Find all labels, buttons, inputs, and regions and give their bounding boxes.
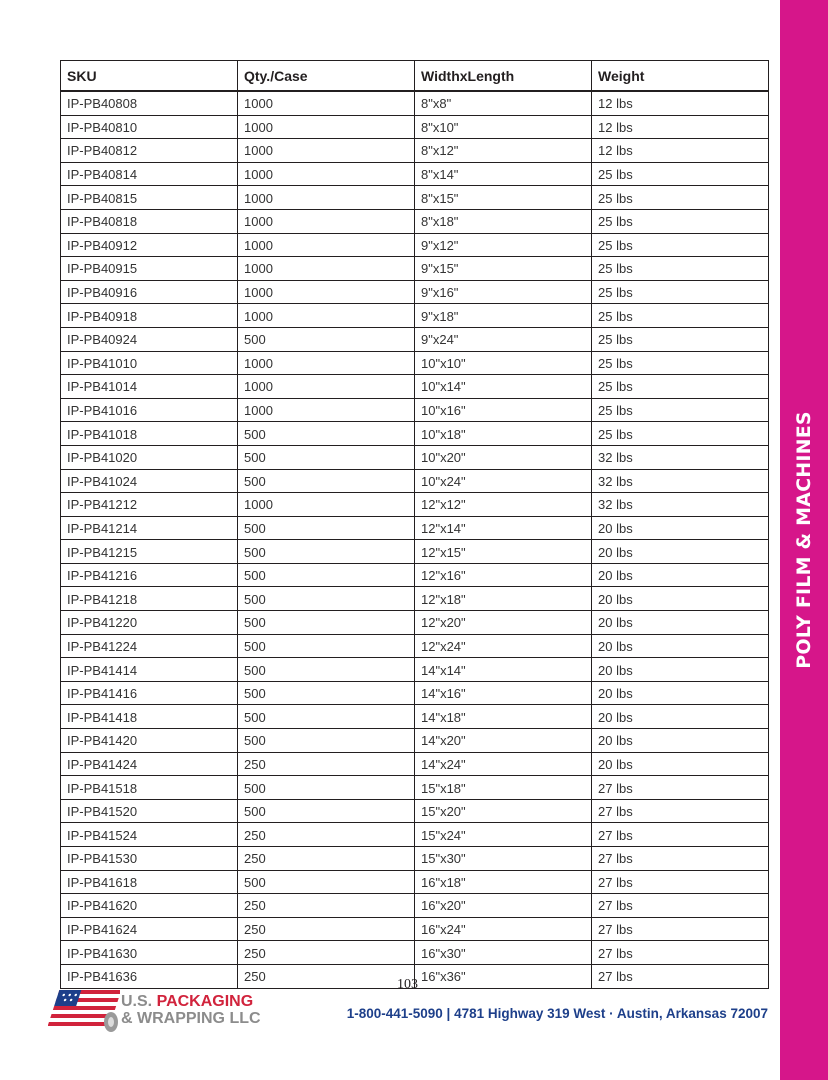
table-row — [61, 681, 769, 705]
weight-cell: 27 lbs — [592, 894, 769, 918]
sku-cell: IP-PB40815 — [61, 186, 238, 210]
table-row — [61, 304, 769, 328]
column-header-qty: Qty./Case — [238, 61, 415, 92]
size-cell: 12"x16" — [415, 563, 592, 587]
sku-cell: IP-PB41636 — [61, 964, 238, 988]
weight-cell: 20 lbs — [592, 681, 769, 705]
sku-cell: IP-PB41024 — [61, 469, 238, 493]
table-row — [61, 91, 769, 115]
qty-cell: 500 — [238, 729, 415, 753]
qty-cell: 1000 — [238, 375, 415, 399]
size-cell: 16"x24" — [415, 917, 592, 941]
weight-cell: 25 lbs — [592, 398, 769, 422]
sku-cell: IP-PB40916 — [61, 280, 238, 304]
sku-cell: IP-PB41518 — [61, 776, 238, 800]
weight-cell: 20 lbs — [592, 752, 769, 776]
qty-cell: 1000 — [238, 162, 415, 186]
logo-text-line2: & WRAPPING LLC — [121, 1010, 261, 1027]
size-cell: 16"x20" — [415, 894, 592, 918]
company-logo — [48, 988, 278, 1034]
qty-cell: 250 — [238, 941, 415, 965]
size-cell: 12"x14" — [415, 516, 592, 540]
qty-cell: 1000 — [238, 280, 415, 304]
qty-cell: 500 — [238, 799, 415, 823]
size-cell: 16"x18" — [415, 870, 592, 894]
size-cell: 16"x30" — [415, 941, 592, 965]
size-cell: 9"x16" — [415, 280, 592, 304]
weight-cell: 20 lbs — [592, 634, 769, 658]
weight-cell: 25 lbs — [592, 327, 769, 351]
qty-cell: 500 — [238, 445, 415, 469]
table-row — [61, 139, 769, 163]
qty-cell: 500 — [238, 563, 415, 587]
weight-cell: 32 lbs — [592, 445, 769, 469]
size-cell: 9"x24" — [415, 327, 592, 351]
table-row — [61, 799, 769, 823]
sku-cell: IP-PB41530 — [61, 847, 238, 871]
size-cell: 9"x18" — [415, 304, 592, 328]
sku-cell: IP-PB41016 — [61, 398, 238, 422]
qty-cell: 1000 — [238, 91, 415, 115]
qty-cell: 250 — [238, 964, 415, 988]
qty-cell: 1000 — [238, 139, 415, 163]
size-cell: 14"x14" — [415, 658, 592, 682]
sku-cell: IP-PB41418 — [61, 705, 238, 729]
sku-cell: IP-PB41214 — [61, 516, 238, 540]
size-cell: 10"x20" — [415, 445, 592, 469]
table-header — [61, 61, 769, 92]
section-side-label: POLY FILM & MACHINES — [793, 411, 815, 669]
table-row — [61, 162, 769, 186]
sku-cell: IP-PB41010 — [61, 351, 238, 375]
size-cell: 8"x18" — [415, 209, 592, 233]
qty-cell: 500 — [238, 516, 415, 540]
size-cell: 8"x8" — [415, 91, 592, 115]
column-header-size: WidthxLength — [415, 61, 592, 92]
weight-cell: 20 lbs — [592, 658, 769, 682]
sku-cell: IP-PB41215 — [61, 540, 238, 564]
sku-cell: IP-PB40814 — [61, 162, 238, 186]
table-row — [61, 634, 769, 658]
weight-cell: 12 lbs — [592, 115, 769, 139]
table-row — [61, 351, 769, 375]
size-cell: 9"x12" — [415, 233, 592, 257]
size-cell: 12"x12" — [415, 493, 592, 517]
table-row — [61, 941, 769, 965]
weight-cell: 27 lbs — [592, 964, 769, 988]
weight-cell: 32 lbs — [592, 469, 769, 493]
size-cell: 8"x10" — [415, 115, 592, 139]
sku-cell: IP-PB41416 — [61, 681, 238, 705]
weight-cell: 27 lbs — [592, 941, 769, 965]
weight-cell: 27 lbs — [592, 823, 769, 847]
qty-cell: 500 — [238, 634, 415, 658]
qty-cell: 500 — [238, 587, 415, 611]
table-row — [61, 516, 769, 540]
size-cell: 14"x16" — [415, 681, 592, 705]
qty-cell: 500 — [238, 776, 415, 800]
weight-cell: 12 lbs — [592, 91, 769, 115]
weight-cell: 25 lbs — [592, 422, 769, 446]
qty-cell: 1000 — [238, 115, 415, 139]
table-row — [61, 752, 769, 776]
table-row — [61, 611, 769, 635]
size-cell: 12"x18" — [415, 587, 592, 611]
weight-cell: 20 lbs — [592, 563, 769, 587]
table-row — [61, 776, 769, 800]
qty-cell: 1000 — [238, 209, 415, 233]
qty-cell: 1000 — [238, 351, 415, 375]
qty-cell: 250 — [238, 847, 415, 871]
weight-cell: 20 lbs — [592, 705, 769, 729]
table-row — [61, 398, 769, 422]
size-cell: 10"x10" — [415, 351, 592, 375]
size-cell: 14"x24" — [415, 752, 592, 776]
weight-cell: 27 lbs — [592, 917, 769, 941]
logo-text — [121, 993, 261, 1027]
table-row — [61, 658, 769, 682]
contact-info: 1-800-441-5090 | 4781 Highway 319 West · Austin, Arkansas 72007 — [346, 1006, 768, 1021]
logo-text-prefix: U.S. — [121, 993, 153, 1010]
column-header-weight: Weight — [592, 61, 769, 92]
sku-cell: IP-PB41424 — [61, 752, 238, 776]
size-cell: 9"x15" — [415, 257, 592, 281]
qty-cell: 1000 — [238, 257, 415, 281]
size-cell: 15"x18" — [415, 776, 592, 800]
weight-cell: 25 lbs — [592, 280, 769, 304]
sku-cell: IP-PB40810 — [61, 115, 238, 139]
sku-cell: IP-PB40808 — [61, 91, 238, 115]
sku-cell: IP-PB41220 — [61, 611, 238, 635]
size-cell: 15"x20" — [415, 799, 592, 823]
table-row — [61, 257, 769, 281]
table-row — [61, 469, 769, 493]
table-row — [61, 917, 769, 941]
sku-cell: IP-PB41414 — [61, 658, 238, 682]
weight-cell: 25 lbs — [592, 162, 769, 186]
us-flag-film-roll-icon — [48, 988, 120, 1034]
size-cell: 10"x14" — [415, 375, 592, 399]
table-row — [61, 422, 769, 446]
table-row — [61, 729, 769, 753]
sku-cell: IP-PB41212 — [61, 493, 238, 517]
weight-cell: 20 lbs — [592, 540, 769, 564]
weight-cell: 25 lbs — [592, 257, 769, 281]
weight-cell: 25 lbs — [592, 233, 769, 257]
product-table — [60, 60, 769, 989]
weight-cell: 20 lbs — [592, 587, 769, 611]
qty-cell: 1000 — [238, 493, 415, 517]
table-row — [61, 375, 769, 399]
size-cell: 14"x20" — [415, 729, 592, 753]
qty-cell: 250 — [238, 917, 415, 941]
table-row — [61, 823, 769, 847]
column-header-sku: SKU — [61, 61, 238, 92]
weight-cell: 20 lbs — [592, 729, 769, 753]
qty-cell: 1000 — [238, 398, 415, 422]
size-cell: 8"x12" — [415, 139, 592, 163]
weight-cell: 25 lbs — [592, 304, 769, 328]
table-body — [61, 91, 769, 988]
size-cell: 15"x30" — [415, 847, 592, 871]
table-row — [61, 540, 769, 564]
table-row — [61, 705, 769, 729]
weight-cell: 20 lbs — [592, 611, 769, 635]
sku-cell: IP-PB41420 — [61, 729, 238, 753]
weight-cell: 32 lbs — [592, 493, 769, 517]
qty-cell: 500 — [238, 540, 415, 564]
sku-cell: IP-PB41630 — [61, 941, 238, 965]
table-header-row — [61, 61, 769, 92]
logo-text-highlight: PACKAGING — [156, 993, 254, 1010]
table-row — [61, 233, 769, 257]
sku-cell: IP-PB41624 — [61, 917, 238, 941]
weight-cell: 27 lbs — [592, 870, 769, 894]
qty-cell: 500 — [238, 611, 415, 635]
qty-cell: 1000 — [238, 304, 415, 328]
sku-cell: IP-PB41520 — [61, 799, 238, 823]
weight-cell: 25 lbs — [592, 351, 769, 375]
sku-cell: IP-PB41014 — [61, 375, 238, 399]
size-cell: 8"x15" — [415, 186, 592, 210]
qty-cell: 500 — [238, 705, 415, 729]
weight-cell: 25 lbs — [592, 209, 769, 233]
size-cell: 12"x20" — [415, 611, 592, 635]
sku-cell: IP-PB41618 — [61, 870, 238, 894]
weight-cell: 27 lbs — [592, 776, 769, 800]
table-row — [61, 563, 769, 587]
qty-cell: 250 — [238, 823, 415, 847]
size-cell: 8"x14" — [415, 162, 592, 186]
page-number: 103 — [397, 977, 418, 992]
sku-cell: IP-PB40915 — [61, 257, 238, 281]
table-row — [61, 209, 769, 233]
qty-cell: 500 — [238, 870, 415, 894]
sku-cell: IP-PB40918 — [61, 304, 238, 328]
table-row — [61, 493, 769, 517]
size-cell: 16"x36" — [415, 964, 592, 988]
sku-cell: IP-PB41218 — [61, 587, 238, 611]
qty-cell: 500 — [238, 422, 415, 446]
size-cell: 10"x18" — [415, 422, 592, 446]
table-row — [61, 445, 769, 469]
weight-cell: 27 lbs — [592, 799, 769, 823]
table-row — [61, 115, 769, 139]
size-cell: 12"x24" — [415, 634, 592, 658]
sku-cell: IP-PB41216 — [61, 563, 238, 587]
qty-cell: 250 — [238, 894, 415, 918]
weight-cell: 12 lbs — [592, 139, 769, 163]
qty-cell: 500 — [238, 327, 415, 351]
qty-cell: 500 — [238, 469, 415, 493]
sku-cell: IP-PB40912 — [61, 233, 238, 257]
qty-cell: 500 — [238, 681, 415, 705]
weight-cell: 20 lbs — [592, 516, 769, 540]
weight-cell: 25 lbs — [592, 375, 769, 399]
weight-cell: 27 lbs — [592, 847, 769, 871]
table-row — [61, 894, 769, 918]
sku-cell: IP-PB41018 — [61, 422, 238, 446]
size-cell: 10"x16" — [415, 398, 592, 422]
table-row — [61, 280, 769, 304]
size-cell: 15"x24" — [415, 823, 592, 847]
sku-cell: IP-PB41020 — [61, 445, 238, 469]
qty-cell: 1000 — [238, 186, 415, 210]
table-row — [61, 870, 769, 894]
sku-cell: IP-PB40818 — [61, 209, 238, 233]
product-table-container — [60, 60, 768, 989]
qty-cell: 500 — [238, 658, 415, 682]
table-row — [61, 587, 769, 611]
sku-cell: IP-PB41224 — [61, 634, 238, 658]
size-cell: 12"x15" — [415, 540, 592, 564]
size-cell: 14"x18" — [415, 705, 592, 729]
qty-cell: 250 — [238, 752, 415, 776]
sku-cell: IP-PB40812 — [61, 139, 238, 163]
sku-cell: IP-PB40924 — [61, 327, 238, 351]
sku-cell: IP-PB41620 — [61, 894, 238, 918]
table-row — [61, 327, 769, 351]
weight-cell: 25 lbs — [592, 186, 769, 210]
qty-cell: 1000 — [238, 233, 415, 257]
table-row — [61, 847, 769, 871]
table-row — [61, 186, 769, 210]
size-cell: 10"x24" — [415, 469, 592, 493]
sku-cell: IP-PB41524 — [61, 823, 238, 847]
